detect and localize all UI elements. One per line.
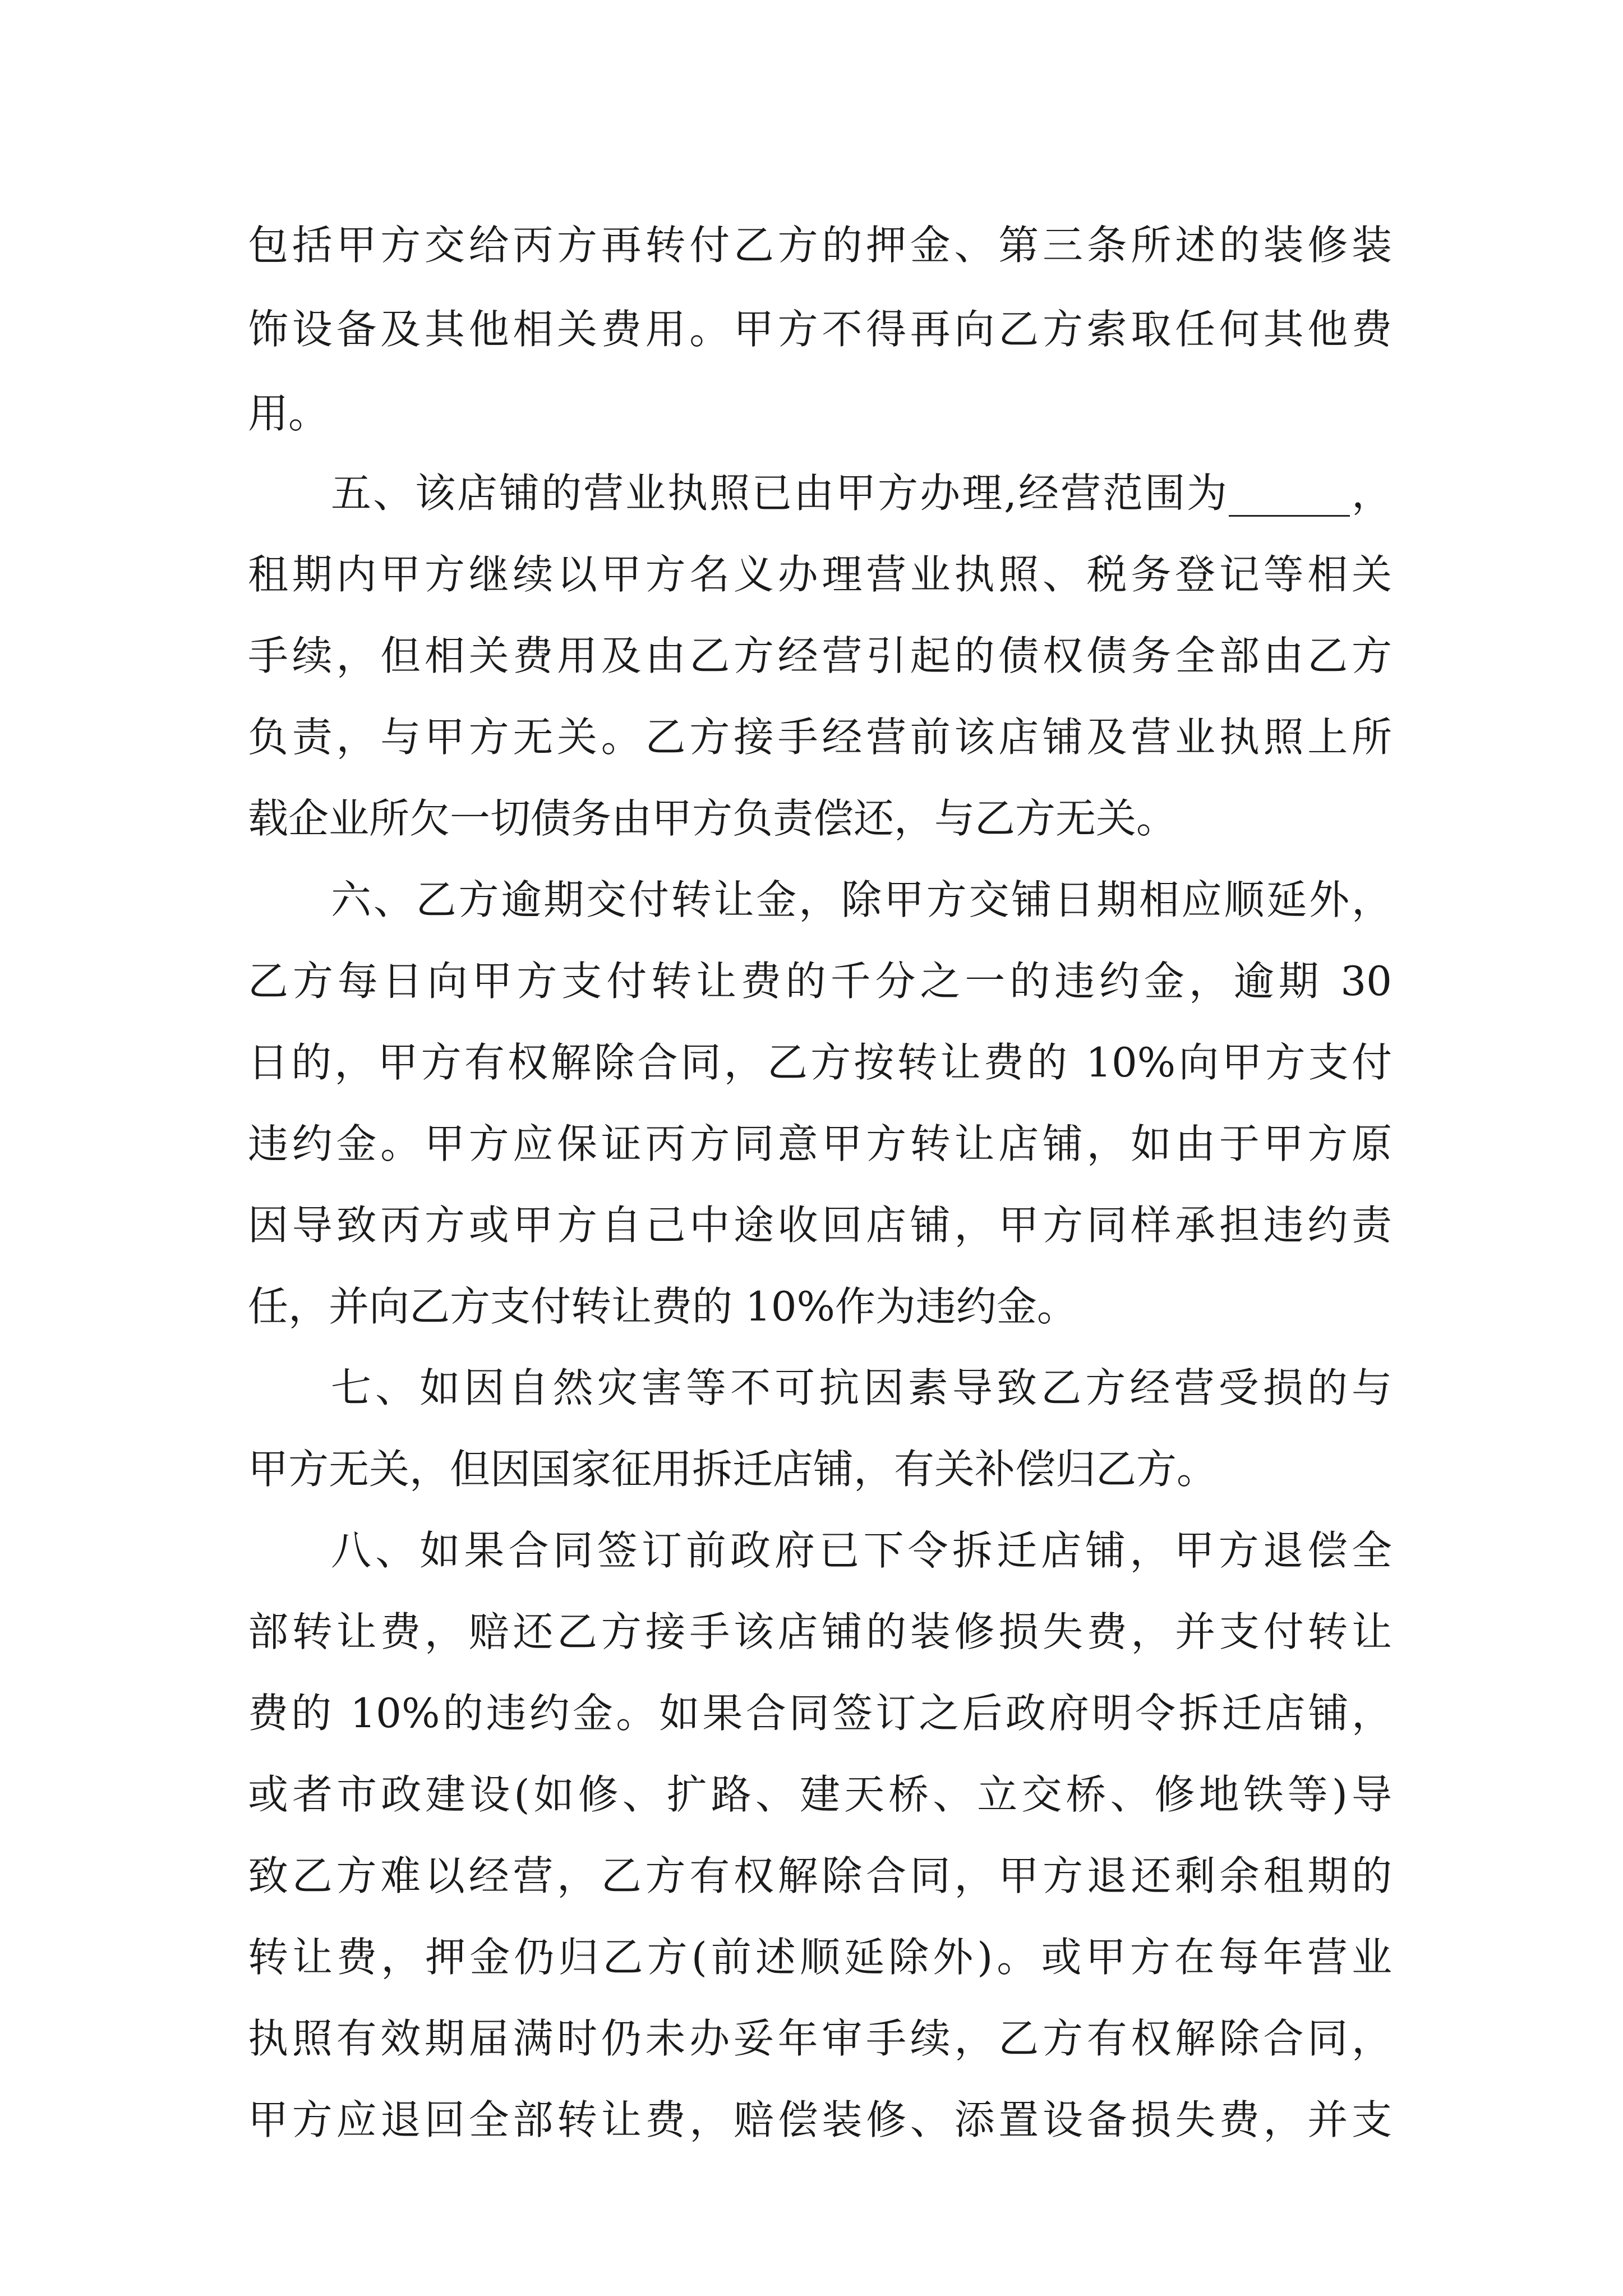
body-text-line: 违约金。甲方应保证丙方同意甲方转让店铺，如由于甲方原 [248,1120,1392,1167]
body-text-line: 部转让费，赔还乙方接手该店铺的装修损失费，并支付转让 [248,1608,1392,1655]
body-text-line: 负责，与甲方无关。乙方接手经营前该店铺及营业执照上所 [248,714,1392,761]
body-text-line: 用。 [248,390,329,437]
body-text-line: 载企业所欠一切债务由甲方负责偿还，与乙方无关。 [248,795,1177,842]
body-text-line: 费的 10%的违约金。如果合同签订之后政府明令拆迁店铺， [248,1690,1392,1737]
clause-8-line: 八、如果合同签订前政府已下令拆迁店铺，甲方退偿全 [331,1527,1392,1574]
body-text-line: 甲方无关，但因国家征用拆迁店铺，有关补偿归乙方。 [248,1446,1218,1493]
body-text-line: 包括甲方交给丙方再转付乙方的押金、第三条所述的装修装 [248,222,1392,269]
body-text-line: 转让费，押金仍归乙方(前述顺延除外)。或甲方在每年营业 [248,1934,1392,1981]
body-text-line: 致乙方难以经营，乙方有权解除合同，甲方退还剩余租期的 [248,1852,1392,1899]
body-text-line: 乙方每日向甲方支付转让费的千分之一的违约金，逾期 30 [248,958,1392,1005]
body-text-line: 饰设备及其他相关费用。甲方不得再向乙方索取任何其他费 [248,306,1392,353]
body-text-line: 甲方应退回全部转让费，赔偿装修、添置设备损失费，并支 [248,2096,1392,2143]
body-text-line: 任，并向乙方支付转让费的 10%作为违约金。 [248,1283,1077,1330]
body-text-line: 执照有效期届满时仍未办妥年审手续，乙方有权解除合同， [248,2015,1392,2062]
body-text-line: 手续，但相关费用及由乙方经营引起的债权债务全部由乙方 [248,632,1392,679]
clause-5-line: 五、该店铺的营业执照已由甲方办理,经营范围为______， [331,470,1392,517]
body-text-line: 租期内甲方继续以甲方名义办理营业执照、税务登记等相关 [248,551,1392,598]
body-text-line: 因导致丙方或甲方自己中途收回店铺，甲方同样承担违约责 [248,1202,1392,1249]
body-text-line: 日的，甲方有权解除合同，乙方按转让费的 10%向甲方支付 [248,1039,1392,1086]
body-text-line: 或者市政建设(如修、扩路、建天桥、立交桥、修地铁等)导 [248,1771,1392,1818]
clause-7-line: 七、如因自然灾害等不可抗因素导致乙方经营受损的与 [331,1364,1392,1411]
clause-6-line: 六、乙方逾期交付转让金，除甲方交铺日期相应顺延外， [331,876,1392,923]
